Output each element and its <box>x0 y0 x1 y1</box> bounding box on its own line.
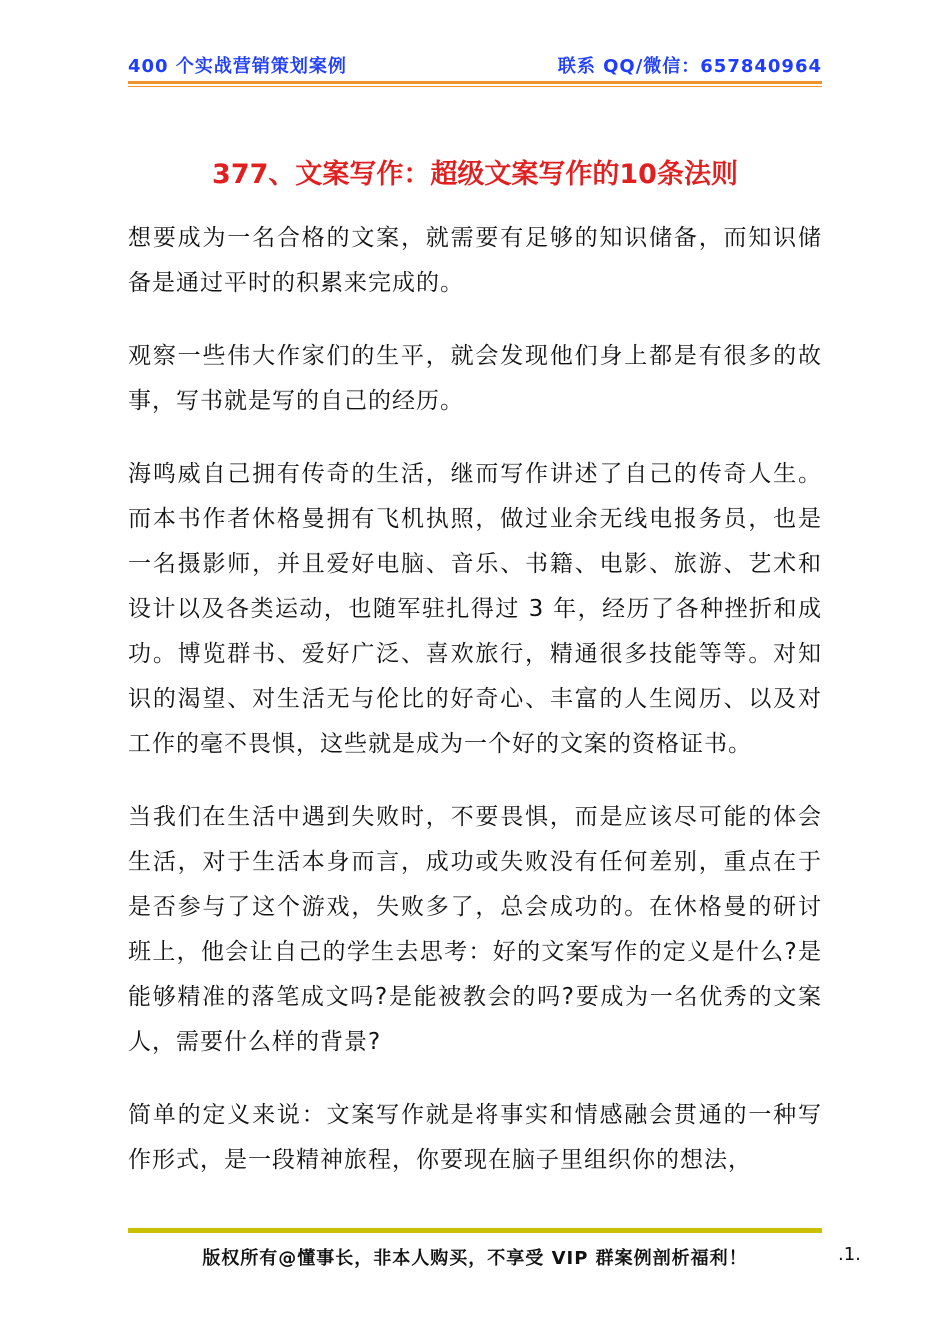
article-title: 377、文案写作：超级文案写作的10条法则 <box>212 159 738 190</box>
footer-divider <box>128 1228 822 1233</box>
paragraph-1: 想要成为一名合格的文案，就需要有足够的知识储备，而知识储备是通过平时的积累来完成的。 <box>128 225 822 296</box>
paragraph-4: 当我们在生活中遇到失败时，不要畏惧，而是应该尽可能的体会生活，对于生活本身而言，成功或失败没有任何差别，重点在于是否参与了这个游戏，失败多了，总会成功的。在休格曼的研讨班上，他会让自己的学生去思考：好的文案写作的定义是什么?是能够精准的落笔成文吗?是能被教会的吗?要成为一名优秀的文案人，需要什么样的背景? <box>128 804 822 1055</box>
header-series-title: 400 个实战营销策划案例 <box>128 56 347 77</box>
footer-copyright: 版权所有@懂事长，非本人购买，不享受 VIP 群案例剖析福利！ <box>202 1248 748 1269</box>
page-header <box>128 52 822 82</box>
header-divider <box>128 81 822 84</box>
paragraph-3: 海鸣威自己拥有传奇的生活，继而写作讲述了自己的传奇人生。而本书作者休格曼拥有飞机执照，做过业余无线电报务员，也是一名摄影师，并且爱好电脑、音乐、书籍、电影、旅游、艺术和设计以及各类运动，也随军驻扎得过 3 年，经历了各种挫折和成功。博览群书、爱好广泛、喜欢旅行，精通很多技能等等。对知识的渴望、对生活无与伦比的好奇心、丰富的人生阅历、以及对工作的毫不畏惧，这些就是成为一个好的文案的资格证书。 <box>128 461 822 757</box>
article-body <box>128 216 822 1206</box>
header-divider-thin <box>128 86 822 87</box>
header-contact: 联系 QQ/微信：657840964 <box>557 56 822 77</box>
paragraph-2: 观察一些伟大作家们的生平，就会发现他们身上都是有很多的故事，写书就是写的自己的经历。 <box>128 343 822 414</box>
page-number: .1. <box>838 1244 861 1265</box>
paragraph-5: 简单的定义来说：文案写作就是将事实和情感融会贯通的一种写作形式，是一段精神旅程，你要现在脑子里组织你的想法， <box>128 1102 822 1173</box>
